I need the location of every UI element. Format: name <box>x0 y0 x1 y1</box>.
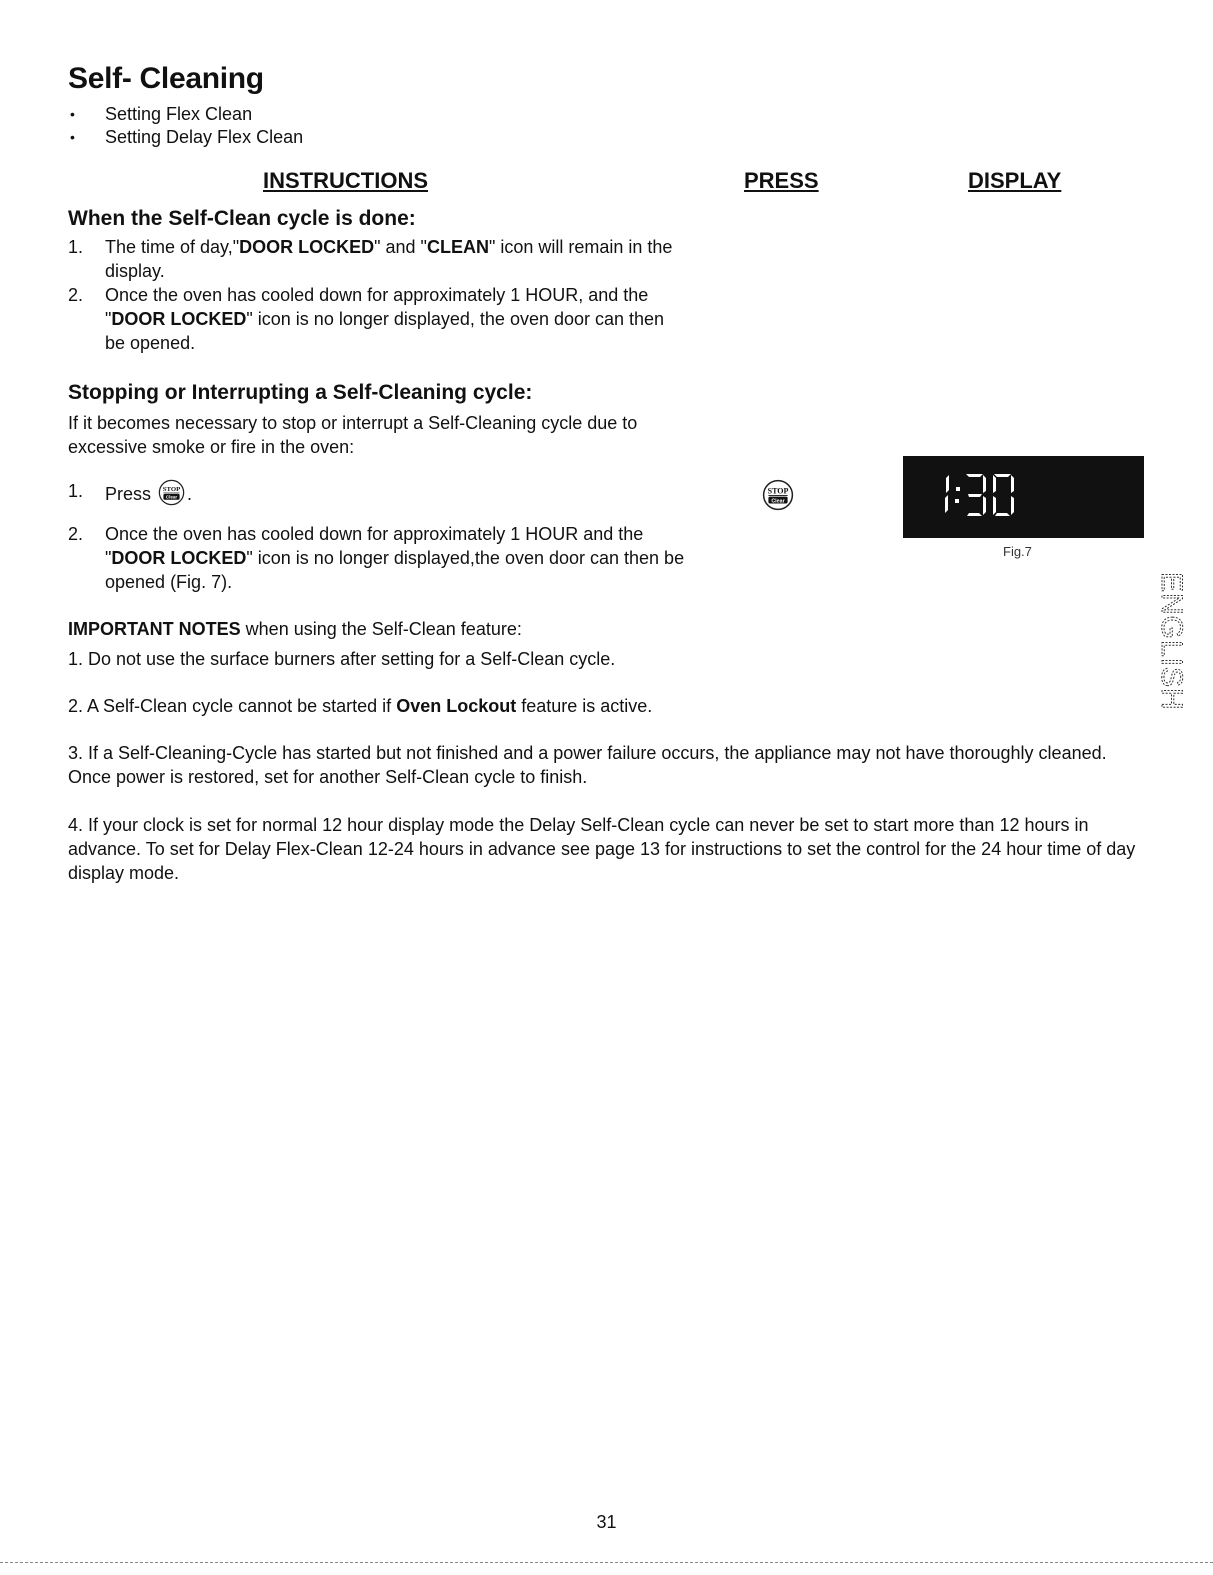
important-notes-label: IMPORTANT NOTES <box>68 619 241 639</box>
display-readout-text: 1:30 <box>963 496 965 497</box>
done-step <box>68 235 678 283</box>
step-text: " icon will remain in the display. <box>105 237 673 281</box>
note-2 <box>68 694 1148 718</box>
stop-clear-icon <box>158 479 185 512</box>
topic-item: • Setting Flex Clean <box>68 103 303 126</box>
page-bottom-border <box>0 1562 1213 1563</box>
step-text: Press <box>105 484 152 504</box>
door-locked-label: DOOR LOCKED <box>111 548 247 568</box>
stop-icon-label: STOP <box>767 486 789 496</box>
oven-lockout-label: Oven Lockout <box>396 696 517 716</box>
step-text: " icon is no longer displayed,the oven door can then be opened (Fig. 7). <box>105 548 685 592</box>
note-text: feature is active. <box>516 696 653 716</box>
step-text: Once the oven has cooled down for approximately 1 HOUR, and the " <box>105 285 649 329</box>
clear-icon-label: Clear <box>165 494 178 500</box>
step-text: The time of day," <box>105 237 240 257</box>
stop-step <box>68 522 688 594</box>
stop-clear-icon <box>762 479 794 511</box>
note-text: 2. A Self-Clean cycle cannot be started if <box>68 696 397 716</box>
step-number: 2. <box>68 285 84 305</box>
display-column-heading: DISPLAY <box>968 168 1062 193</box>
page-number: 31 <box>596 1512 617 1532</box>
page-title: Self- Cleaning <box>68 62 264 95</box>
language-side-tab <box>1148 568 1200 708</box>
clean-label: CLEAN <box>426 237 489 257</box>
step-text: Once the oven has cooled down for approximately 1 HOUR and the " <box>105 524 644 568</box>
english-vertical-label <box>1148 568 1200 708</box>
important-notes-lead <box>68 617 1148 641</box>
note-4: 4. If your clock is set for normal 12 hour display mode the Delay Self-Clean cycle can never be set to start more than 12 hours in advance. To set for Delay Flex-Clean 12-24 hours in advance see page 13 for instructions to set the control for the 24 hour time of day display mode. <box>68 815 1136 883</box>
stop-steps-list <box>68 479 688 594</box>
clear-icon-label: Clear <box>771 498 785 505</box>
seven-segment-readout <box>903 456 1144 538</box>
note-3: 3. If a Self-Cleaning-Cycle has started but not finished and a power failure occurs, the appliance may not have thoroughly cleaned. Once power is restored, set for another Self-Clean cycle to finish. <box>68 743 1107 787</box>
stop-step <box>68 479 688 512</box>
stop-section-intro: If it becomes necessary to stop or interrupt a Self-Cleaning cycle due to excessive smoke or fire in the oven: <box>68 413 638 457</box>
door-locked-label: DOOR LOCKED <box>111 309 247 329</box>
oven-display-panel <box>903 456 1144 538</box>
note-1: 1. Do not use the surface burners after setting for a Self-Clean cycle. <box>68 649 616 669</box>
step-number: 1. <box>68 237 84 257</box>
figure-caption: Fig.7 <box>1003 544 1032 559</box>
stop-section-heading: Stopping or Interrupting a Self-Cleaning cycle: <box>68 381 533 404</box>
done-section-heading: When the Self-Clean cycle is done: <box>68 207 416 230</box>
notes-lead-text: when using the Self-Clean feature: <box>240 619 522 639</box>
done-step <box>68 283 678 355</box>
press-column-heading: PRESS <box>744 168 819 193</box>
stop-icon-label: STOP <box>162 486 181 494</box>
step-text: " and " <box>374 237 427 257</box>
stop-clear-button[interactable] <box>762 479 794 516</box>
topic-list <box>68 103 303 149</box>
done-steps-list <box>68 235 678 355</box>
step-text: . <box>187 484 193 504</box>
door-locked-label: DOOR LOCKED <box>239 237 375 257</box>
step-number: 1. <box>68 481 84 501</box>
topic-item: • Setting Delay Flex Clean <box>68 126 303 149</box>
step-number: 2. <box>68 524 84 544</box>
instructions-column-heading: INSTRUCTIONS <box>263 168 428 193</box>
step-text: " icon is no longer displayed, the oven door can then be opened. <box>105 309 665 353</box>
side-tab-text: ENGLISH <box>1155 572 1188 708</box>
